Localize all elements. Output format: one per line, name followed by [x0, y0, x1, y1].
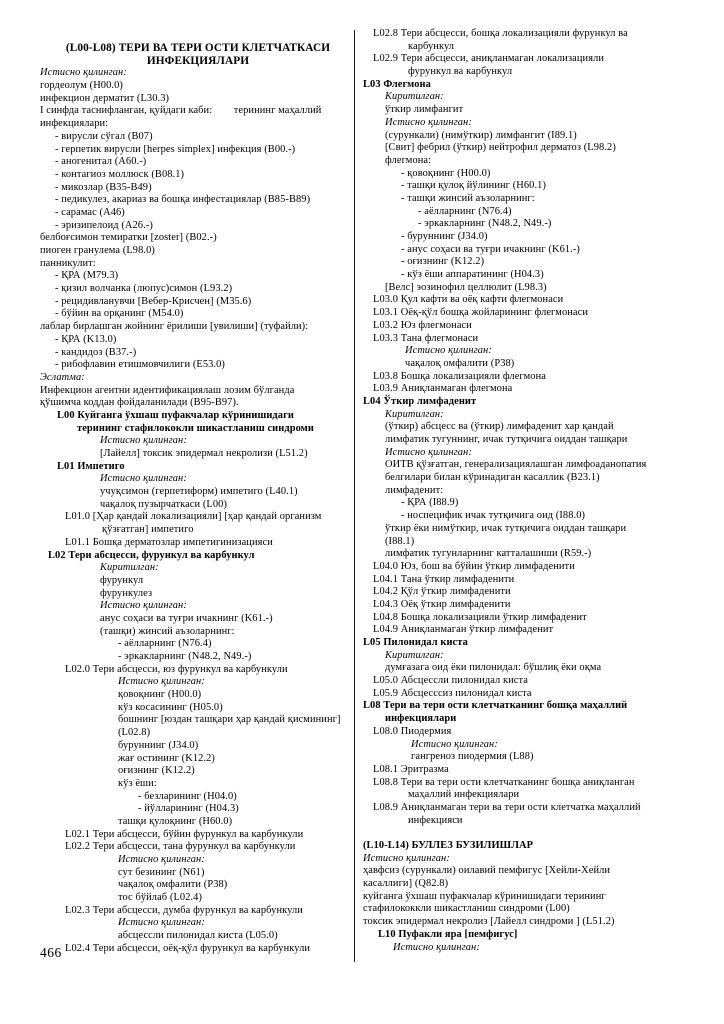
text-line: лимфатик тугуннинг, ичак тутқичига оиддан ташқари — [385, 434, 628, 445]
text-line: карбункул — [408, 40, 455, 52]
text-line: қовоқнинг (H00.0) — [118, 689, 202, 701]
text-line: L02.3 Тери абсцесси, думба фурункул ва карбункули — [65, 904, 303, 916]
text-line: - сарамас (A46) — [55, 206, 125, 218]
text-line: I синфда таснифланган, қуйдаги каби: терининг маҳаллий — [40, 105, 322, 117]
text-line: думғазага оид ёки пилонидал: бўшлиқ ёки оқма — [385, 662, 602, 674]
text-line: L01 Импетиго — [57, 460, 125, 472]
text-line: - бўйин ва орқанинг (M54.0) — [55, 308, 184, 320]
text-line: - контагиоз моллюск (B08.1) — [55, 168, 185, 180]
text-line: L02.0 Тери абсцесси, юз фурункул ва карбункули — [65, 663, 288, 675]
text-line: ўткир лимфангит — [385, 104, 464, 116]
text-line: (L02.8) — [118, 727, 151, 739]
text-line: L03.9 Аниқланмаган флегмона — [373, 383, 513, 395]
text-line: лимфатик тугунларнинг катталашиши (R59.-) — [385, 548, 592, 560]
text-line: L05.0 Абсцессли пилонидал киста — [373, 675, 528, 687]
text-line: терининг стафилококли шикастланиш синдроми — [77, 422, 314, 434]
text-line: стафилококкли шикастланиш синдроми (L00) — [363, 903, 570, 915]
column-divider — [354, 30, 355, 962]
text-line: Истисно қилинган: — [100, 473, 187, 485]
text-line: Истисно қилинган: — [393, 941, 480, 953]
text-line: L03.3 Тана флегмонаси — [373, 332, 479, 344]
text-line: (ўткир) абсцесс ва (ўткир) лимфаденит хар қандай — [385, 421, 614, 433]
left-column — [40, 42, 356, 956]
text-line: фурункулез — [100, 587, 153, 599]
text-line: (I88.1) — [385, 535, 415, 547]
text-line: [Свит] фебрил (ўткир) нейтрофил дерматоз (L98.2) — [385, 142, 616, 154]
text-line: ҳавфсиз (сурункали) оилавий пемфигус [Хейли-Хейли — [363, 865, 611, 877]
text-line: L03 Флегмона — [363, 78, 431, 90]
text-line: L08.0 Пиодермия — [373, 725, 452, 737]
text-line: Истисно қилинган: — [385, 446, 472, 458]
text-line: - эркакларнинг (N48.2, N49.-) — [118, 651, 252, 662]
text-line: - буруннинг (J34.0) — [401, 231, 488, 242]
text-line: ташқи қулоқнинг (H60.0) — [118, 815, 233, 827]
text-line: L03.0 Қул кафти ва оёқ кафти флегмонаси — [373, 294, 564, 306]
text-line: - ҚРА (I88.9) — [401, 497, 459, 509]
text-line: L04.9 Аниқланмаган ўткир лимфаденит — [373, 624, 554, 636]
text-line: чақалоқ омфалити (P38) — [118, 879, 228, 891]
text-line: - микозлар (B35-B49) — [55, 181, 152, 193]
text-line: Эслатма: — [40, 371, 85, 383]
text-line: - рецидивланувчи [Вебер-Крисчен] (M35.6) — [55, 295, 252, 307]
page-number: 466 — [40, 945, 62, 960]
text-line: инфекцияси — [408, 814, 463, 826]
text-line: Киритилган: — [385, 649, 444, 661]
text-line: - рибофлавин етишмовчилиги (E53.0) — [55, 359, 225, 371]
text-line: - кандидоз (B37.-) — [55, 346, 137, 358]
text-line: инфекцион дерматит (L30.3) — [40, 92, 170, 104]
text-line: L08.9 Аниқланмаган тери ва тери ости клетчатка маҳаллий — [373, 801, 641, 813]
text-line: - эризипелоид (A26.-) — [55, 219, 153, 231]
text-line: оғизнинг (K12.2) — [118, 765, 195, 777]
text-line: Истисно қилинган: — [100, 435, 187, 447]
text-line: инфекциялари — [385, 713, 457, 725]
text-line: L02.9 Тери абсцесси, аниқланмаган локализацияли — [373, 53, 605, 65]
text-line: L01.0 [Ҳар қандай локализацияли] [ҳар қандай организм — [65, 511, 322, 523]
text-line: куйганга ўхшаш пуфакчалар кўринишидаги терининг — [363, 890, 606, 902]
text-line: жағ остининг (K12.2) — [118, 752, 215, 764]
text-line: кўз ёши: — [118, 777, 157, 789]
text-line: [Лайелл] токсик эпидермал некролизи (L51.2) — [100, 448, 308, 459]
text-line: абсцессли пилонидал киста (L05.0) — [118, 930, 278, 942]
text-line: чақалоқ омфалити (P38) — [405, 357, 515, 369]
text-line: панникулит: — [40, 257, 96, 269]
text-line: L05 Пилонидал киста — [363, 637, 468, 648]
text-line: - аёлларнинг (N76.4) — [118, 638, 212, 650]
text-line: L08 Тери ва тери ости клетчатканинг бошқа маҳаллий — [363, 700, 628, 712]
text-line: Истисно қилинган: — [411, 738, 498, 750]
text-line: L01.1 Бошқа дерматозлар импетигинизацияси — [65, 536, 273, 548]
text-line: - йўлларининг (H04.3) — [138, 803, 239, 815]
text-line: - герпетик вирусли [herpes simplex] инфекция (B00.-) — [55, 143, 296, 155]
text-line: Киритилган: — [385, 91, 444, 103]
text-line: сут безининг (N61) — [118, 866, 205, 878]
text-line: фурункул ва карбункул — [408, 66, 513, 78]
text-line: - қизил волчанка (люпус)симон (L93.2) — [55, 283, 233, 295]
text-line: Истисно қилинган: — [405, 345, 492, 357]
text-line: L10 Пуфакли яра [пемфигус] — [378, 928, 518, 940]
text-line: Инфекцион агентни идентификациялаш лозим бўлганда — [40, 384, 295, 396]
text-line: L04.1 Тана ўткир лимфаденити — [373, 573, 515, 585]
text-line: Истисно қилинган: — [40, 67, 127, 79]
text-line: инфекциялари: — [40, 118, 109, 130]
text-line: - қовоқнинг (H00.0) — [401, 167, 491, 179]
text-line: белгилари билан кўринадиган касаллик (B23.1) — [385, 472, 600, 484]
text-line: - оғизнинг (K12.2) — [401, 256, 485, 268]
text-line: лимфаденит: — [385, 484, 444, 496]
right-column — [363, 28, 703, 954]
text-line: пиоген гранулема (L98.0) — [40, 245, 155, 256]
text-line: маҳаллий инфекциялари — [408, 789, 520, 801]
text-line: L02.8 Тери абсцесси, бошқа локализацияли фурункул ва — [373, 28, 628, 39]
text-line: - ҚРА (K13.0) — [55, 333, 117, 345]
text-line: - эркакларнинг (N48.2, N49.-) — [418, 218, 552, 230]
text-line: анус соҳаси ва туғри ичакнинг (K61.-) — [100, 612, 273, 624]
text-line: - ҚРА (M79.3) — [55, 270, 119, 282]
text-line: L04.3 Оёқ ўткир лимфаденити — [373, 598, 511, 610]
text-line: белбоғсимон темиратки [zoster] (B02.-) — [40, 232, 217, 244]
text-line: L08.8 Тери ва тери ости клетчатканинг бошқа аниқланган — [373, 776, 635, 788]
text-line: Истисно қилинган: — [118, 676, 205, 688]
text-line: гангреноз пиодермия (L88) — [411, 751, 534, 763]
text-line: L03.8 Бошқа локализацияли флегмона — [373, 370, 546, 382]
text-line: - вирусли сўгал (B07) — [55, 130, 153, 142]
text-line: касаллиги] (Q82.8) — [363, 878, 449, 890]
text-line: L02 Тери абсцесси, фурункул ва карбункул — [48, 549, 255, 561]
text-line: қўшимча коддан фойдаланилади (B95-B97). — [40, 397, 239, 409]
text-line: учуқсимон (герпетиформ) импетиго (L40.1) — [100, 486, 298, 498]
text-line: - аёлларнинг (N76.4) — [418, 205, 512, 217]
text-line: Истисно қилинган: — [100, 600, 187, 612]
text-line: Истисно қилинган: — [118, 854, 205, 865]
section-heading: (L00-L08) ТЕРИ ВА ТЕРИ ОСТИ КЛЕТЧАТКАСИ — [65, 42, 331, 54]
text-line: - кўз ёши аппаратининг (H04.3) — [401, 269, 544, 281]
section-heading: ИНФЕКЦИЯЛАРИ — [146, 54, 250, 67]
text-line: - аногенитал (A60.-) — [55, 156, 147, 168]
text-line — [363, 827, 703, 840]
text-line: бошнинг [юздан ташқари ҳар қандай қисмининг] — [118, 714, 341, 726]
text-line: лаблар бирлашган жойнинг ёрилиши [увилиши] (туфайли): — [40, 321, 309, 333]
text-line: - анус соҳаси ва туғри ичакнинг (K61.-) — [401, 243, 580, 255]
text-line: (L10-L14) БУЛЛЕЗ БУЗИЛИШЛАР — [363, 840, 534, 851]
text-line: - педикулез, акариаз ва бошқа инфестациялар (B85-B89) — [55, 194, 311, 206]
text-line: L03.1 Оёқ-қўл бошқа жойларининг флегмонаси — [373, 307, 588, 319]
text-line: L04.8 Бошқа локализацияли ўткир лимфаденит — [373, 611, 587, 623]
text-line: - носпецифик ичак тутқичига оид (I88.0) — [401, 510, 586, 522]
text-line: L04.0 Юз, бош ва бўйин ўткир лимфаденити — [373, 560, 575, 572]
text-line: - ташқи қулоқ йўлининг (H60.1) — [401, 180, 547, 192]
text-line: (сурункали) (нимўткир) лимфангит (I89.1) — [385, 129, 577, 141]
text-line: флегмона: — [385, 154, 432, 166]
text-line: қўзғатган] импетиго — [102, 524, 194, 536]
text-line: L02.1 Тери абсцесси, бўйин фурункул ва карбункули — [65, 828, 304, 840]
text-line: L02.2 Тери абсцесси, тана фурункул ва карбункули — [65, 841, 296, 853]
text-line: ўткир ёки нимўткир, ичак тутқичига оиддан ташқари — [385, 522, 627, 534]
text-line: буруннинг (J34.0) — [118, 739, 199, 751]
text-line: L02.4 Тери абсцесси, оёқ-қўл фурункул ва карбункули — [65, 942, 311, 954]
text-line: - ташқи жинсий аъзоларнинг: — [401, 192, 535, 204]
text-line: гордеолум (H00.0) — [40, 80, 123, 92]
text-line: L04.2 Қўл ўткир лимфаденити — [373, 586, 511, 598]
text-line: Истисно қилинган: — [118, 917, 205, 929]
text-line: токсик эпидермал некролиз [Лайелл синдроми ] (L51.2) — [363, 916, 615, 928]
text-line: Киритилган: — [100, 562, 159, 574]
text-line: кўз косасининг (H05.0) — [118, 701, 223, 713]
text-line: L08.1 Эритразма — [373, 763, 449, 775]
text-line: - безларининг (H04.0) — [138, 790, 237, 802]
text-line: фурункул — [100, 574, 144, 586]
text-line: (ташқи) жинсий аъзоларнинг: — [100, 625, 235, 637]
text-line: Киритилган: — [385, 408, 444, 420]
text-line: ОИТВ қўзғатган, генерализациялашган лимфоаданопатия — [385, 459, 647, 471]
text-line: [Велс] эозинофил целлюлит (L98.3) — [385, 281, 547, 293]
text-line: L00 Куйганга ўхшаш пуфакчалар кўринишидаги — [57, 409, 294, 421]
text-line: чақалоқ пузырчаткаси (L00) — [100, 498, 228, 510]
text-line: L03.2 Юз флегмонаси — [373, 319, 472, 331]
text-line: L05.9 Абсцесссиз пилонидал киста — [373, 687, 532, 699]
text-line: L04 Ўткир лимфаденит — [363, 395, 477, 407]
text-line: Истисно қилинган: — [385, 116, 472, 128]
text-line: тос бўйлаб (L02.4) — [118, 892, 203, 904]
text-line: Истисно қилинган: — [363, 852, 450, 864]
